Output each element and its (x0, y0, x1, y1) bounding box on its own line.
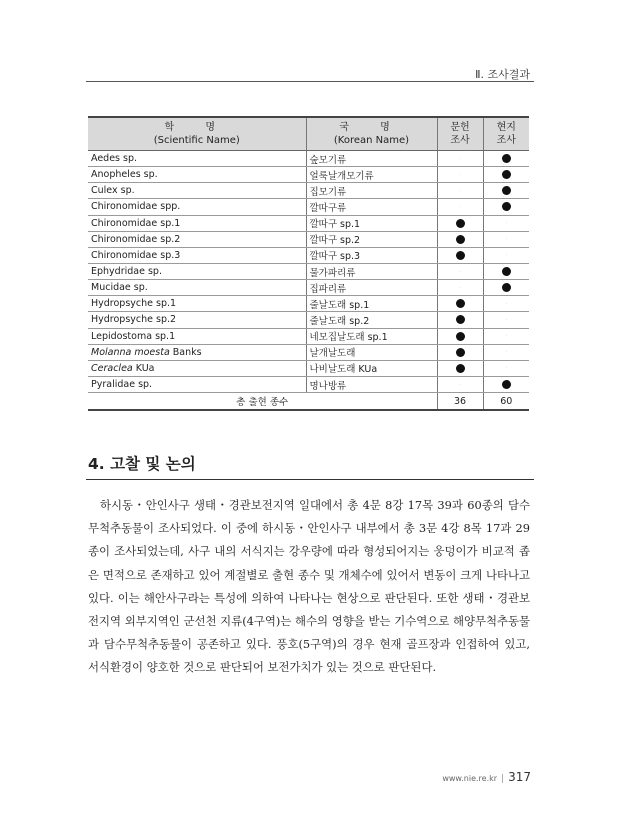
section-title: 4. 고찰 및 논의 (88, 455, 196, 473)
absence-mark: · (505, 365, 508, 372)
table-body (88, 151, 529, 393)
scientific-name-cell (88, 167, 306, 183)
header-field-line1: 현지 (496, 122, 516, 133)
scientific-name-text: Chironomidae spp. (91, 201, 181, 213)
field-survey-cell (483, 263, 529, 279)
scientific-name-cell (88, 312, 306, 328)
table-row (88, 263, 529, 279)
absence-mark: · (459, 155, 461, 162)
scientific-name-text: Culex sp. (91, 185, 135, 197)
korean-name-cell: 줄날도래 sp.2 (306, 312, 437, 328)
scientific-name-cell (88, 231, 306, 247)
scientific-name-text: Chironomidae sp.1 (91, 217, 181, 229)
korean-name-cell: 얼룩날개모기류 (306, 167, 437, 183)
table-row (88, 376, 529, 392)
literature-survey-cell (437, 215, 483, 231)
korean-name-cell: 나비날도래 KUa (306, 360, 437, 376)
korean-name-cell: 깔따구 sp.2 (306, 231, 437, 247)
header-lit-line1: 문헌 (450, 122, 470, 133)
literature-survey-cell (437, 231, 483, 247)
presence-dot-icon (456, 251, 465, 260)
absence-mark: · (505, 300, 508, 307)
field-survey-cell (483, 328, 529, 344)
scientific-name-text: Hydropsyche sp.1 (91, 298, 177, 310)
table-row (88, 231, 529, 247)
scientific-name-cell (88, 376, 306, 392)
literature-survey-cell (437, 183, 483, 199)
presence-dot-icon (456, 219, 465, 228)
field-survey-cell (483, 247, 529, 263)
literature-survey-cell (437, 151, 483, 167)
header-kor-line2: (Korean Name) (333, 135, 410, 146)
total-label: 총 출현 종수 (88, 393, 437, 411)
korean-name-cell: 네모집날도래 sp.1 (306, 328, 437, 344)
header-field-survey (483, 117, 529, 151)
korean-name-cell: 집모기류 (306, 183, 437, 199)
field-survey-cell (483, 215, 529, 231)
table-row (88, 247, 529, 263)
literature-survey-cell (437, 199, 483, 215)
korean-name-cell: 줄날도래 sp.1 (306, 296, 437, 312)
scientific-name-text: Hydropsyche sp.2 (91, 314, 177, 326)
page-number: 317 (508, 770, 531, 784)
literature-survey-cell (437, 280, 483, 296)
korean-name-cell: 깔따구 sp.1 (306, 215, 437, 231)
chapter-title: Ⅱ. 조사결과 (475, 68, 530, 81)
field-survey-cell (483, 296, 529, 312)
table-row (88, 151, 529, 167)
table-row (88, 328, 529, 344)
absence-mark: · (459, 268, 461, 275)
scientific-name-text: Mucidae sp. (91, 282, 148, 294)
header-scientific-name (88, 117, 306, 151)
scientific-name-cell (88, 199, 306, 215)
presence-dot-icon (502, 202, 511, 211)
scientific-name-cell (88, 328, 306, 344)
korean-name-cell: 집파리류 (306, 280, 437, 296)
footer-separator: | (501, 774, 505, 784)
page-footer (442, 770, 531, 784)
field-survey-cell (483, 199, 529, 215)
table-header-row (88, 117, 529, 151)
scientific-name-text: Pyralidae sp. (91, 379, 153, 391)
header-lit-line2: 조사 (450, 135, 470, 146)
field-survey-cell (483, 376, 529, 392)
table-row (88, 199, 529, 215)
absence-mark: · (505, 333, 508, 340)
field-survey-cell (483, 231, 529, 247)
field-survey-cell (483, 151, 529, 167)
literature-survey-cell (437, 167, 483, 183)
presence-dot-icon (456, 299, 465, 308)
absence-mark: · (505, 316, 508, 323)
literature-survey-cell (437, 344, 483, 360)
footer-url: www.nie.re.kr (442, 774, 498, 783)
scientific-name-cell (88, 151, 306, 167)
absence-mark: · (505, 236, 508, 243)
species-table (88, 116, 529, 411)
header-field-line2: 조사 (496, 135, 516, 146)
presence-dot-icon (456, 315, 465, 324)
header-rule (86, 81, 534, 82)
literature-survey-cell (437, 376, 483, 392)
table-row (88, 312, 529, 328)
korean-name-cell: 숲모기류 (306, 151, 437, 167)
literature-survey-cell (437, 328, 483, 344)
absence-mark: · (505, 220, 508, 227)
header-sci-line2: (Scientific Name) (153, 135, 240, 146)
discussion-paragraph: 하시동・안인사구 생태・경관보전지역 일대에서 총 4문 8강 17목 39과 60종의 담수무척추동물이 조사되었다. 이 중에 하시동・안인사구 내부에서 총 3문 4강 8목 17과 29종이 조사되었는데, 사구 내의 서식지는 강우량에 따라 형성되어지는 웅덩이가 비교적 좁은 면적으로 존재하고 있어 계절별로 출현 종수 및 개체수에 있어서 변동이 크게 나타나고 있다. 이는 해안사구라는 특성에 의하여 나타나는 현상으로 판단된다. 또한 생태・경관보전지역 외부지역인 군선천 지류(4구역)는 해수의 영향을 받는 기수역으로 해양무척추동물과 담수무척추동물이 공존하고 있다. 풍호(5구역)의 경우 현재 골프장과 인접하여 있고, 서식환경이 양호한 것으로 판단되어 보전가치가 있는 것으로 판단된다. (88, 498, 530, 675)
literature-survey-cell (437, 360, 483, 376)
field-survey-cell (483, 360, 529, 376)
presence-dot-icon (502, 380, 511, 389)
section-rule (86, 479, 534, 480)
presence-dot-icon (456, 364, 465, 373)
literature-survey-cell (437, 263, 483, 279)
field-survey-cell (483, 183, 529, 199)
scientific-name-text: Lepidostoma sp.1 (91, 330, 176, 342)
header-sci-line1: 학 명 (164, 122, 229, 133)
literature-survey-cell (437, 312, 483, 328)
scientific-name-cell (88, 280, 306, 296)
korean-name-cell: 물가파리류 (306, 263, 437, 279)
korean-name-cell: 명나방류 (306, 376, 437, 392)
scientific-name-text: Banks (169, 346, 202, 358)
field-survey-cell (483, 167, 529, 183)
literature-survey-cell (437, 296, 483, 312)
scientific-name-cell (88, 247, 306, 263)
scientific-name-cell (88, 296, 306, 312)
scientific-name-cell (88, 344, 306, 360)
field-survey-cell (483, 344, 529, 360)
table-row (88, 280, 529, 296)
absence-mark: · (459, 203, 461, 210)
scientific-name-italic: Molanna moesta (91, 346, 170, 358)
presence-dot-icon (502, 186, 511, 195)
presence-dot-icon (502, 170, 511, 179)
scientific-name-cell (88, 263, 306, 279)
absence-mark: · (505, 349, 508, 356)
literature-survey-cell (437, 247, 483, 263)
presence-dot-icon (456, 332, 465, 341)
scientific-name-cell (88, 215, 306, 231)
absence-mark: · (505, 252, 508, 259)
absence-mark: · (459, 187, 461, 194)
total-literature: 36 (437, 393, 483, 411)
korean-name-cell: 깔따구 sp.3 (306, 247, 437, 263)
scientific-name-text: Chironomidae sp.3 (91, 249, 181, 261)
presence-dot-icon (502, 283, 511, 292)
total-field: 60 (483, 393, 529, 411)
table-row (88, 215, 529, 231)
scientific-name-text: Anopheles sp. (91, 169, 158, 181)
table-row (88, 167, 529, 183)
field-survey-cell (483, 312, 529, 328)
scientific-name-italic: Ceraclea (91, 362, 133, 374)
korean-name-cell: 깔따구류 (306, 199, 437, 215)
page-header (86, 60, 534, 82)
presence-dot-icon (502, 154, 511, 163)
korean-name-cell: 날개날도래 (306, 344, 437, 360)
header-korean-name (306, 117, 437, 151)
absence-mark: · (459, 171, 461, 178)
scientific-name-text: Ephydridae sp. (91, 266, 162, 278)
presence-dot-icon (456, 348, 465, 357)
scientific-name-text: Aedes sp. (91, 153, 138, 165)
table-row (88, 296, 529, 312)
scientific-name-cell (88, 360, 306, 376)
scientific-name-text: Chironomidae sp.2 (91, 233, 181, 245)
scientific-name-text: KUa (132, 362, 155, 374)
header-kor-line1: 국 명 (339, 122, 404, 133)
total-row (88, 393, 529, 411)
scientific-name-cell (88, 183, 306, 199)
field-survey-cell (483, 280, 529, 296)
absence-mark: · (459, 381, 461, 388)
header-literature-survey (437, 117, 483, 151)
absence-mark: · (459, 284, 461, 291)
table-row (88, 360, 529, 376)
presence-dot-icon (456, 235, 465, 244)
table-row (88, 183, 529, 199)
presence-dot-icon (502, 267, 511, 276)
table-row (88, 344, 529, 360)
